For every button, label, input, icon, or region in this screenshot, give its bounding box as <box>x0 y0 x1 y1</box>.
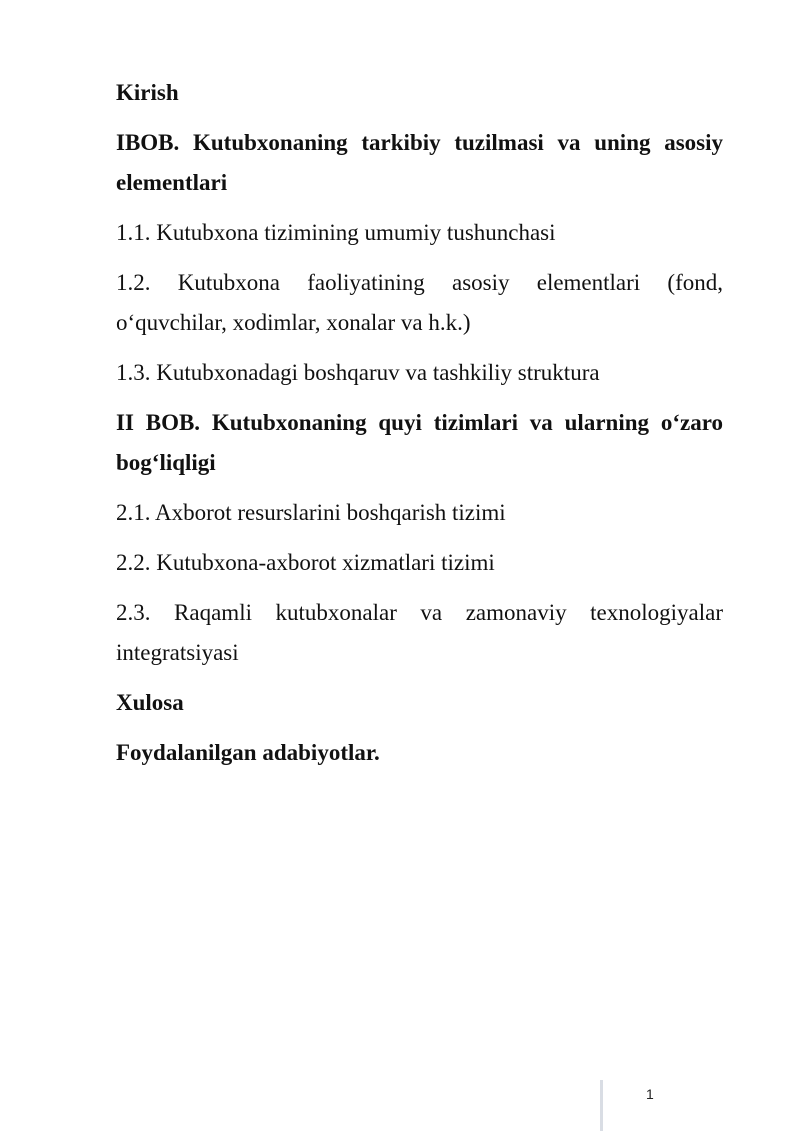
toc-chapter-1-title: IBOB. Kutubxonaning tarkibiy tuzilmasi va uning asosiy elementlari <box>116 130 723 195</box>
toc-intro: Kirish <box>116 80 179 105</box>
toc-section-1-3: 1.3. Kutubxonadagi boshqaruv va tashkiliy struktura <box>116 360 600 385</box>
toc-section-1-2: 1.2. Kutubxona faoliyatining asosiy elementlari (fond, o‘quvchilar, xodimlar, xonalar va h.k.) <box>116 270 723 335</box>
toc-section-2-2: 2.2. Kutubxona-axborot xizmatlari tizimi <box>116 550 495 575</box>
page-footer <box>598 1080 678 1131</box>
toc-section-2-1: 2.1. Axborot resurslarini boshqarish tizimi <box>116 500 506 525</box>
table-of-contents <box>116 73 723 783</box>
toc-section-1-1: 1.1. Kutubxona tizimining umumiy tushunchasi <box>116 220 556 245</box>
toc-conclusion: Xulosa <box>116 690 184 715</box>
page-number: 1 <box>646 1086 654 1102</box>
toc-chapter-2-title: II BOB. Kutubxonaning quyi tizimlari va ularning o‘zaro bog‘liqligi <box>116 410 723 475</box>
toc-section-2-3: 2.3. Raqamli kutubxonalar va zamonaviy texnologiyalar integratsiyasi <box>116 600 723 665</box>
toc-references: Foydalanilgan adabiyotlar. <box>116 740 380 765</box>
footer-divider <box>600 1080 603 1131</box>
